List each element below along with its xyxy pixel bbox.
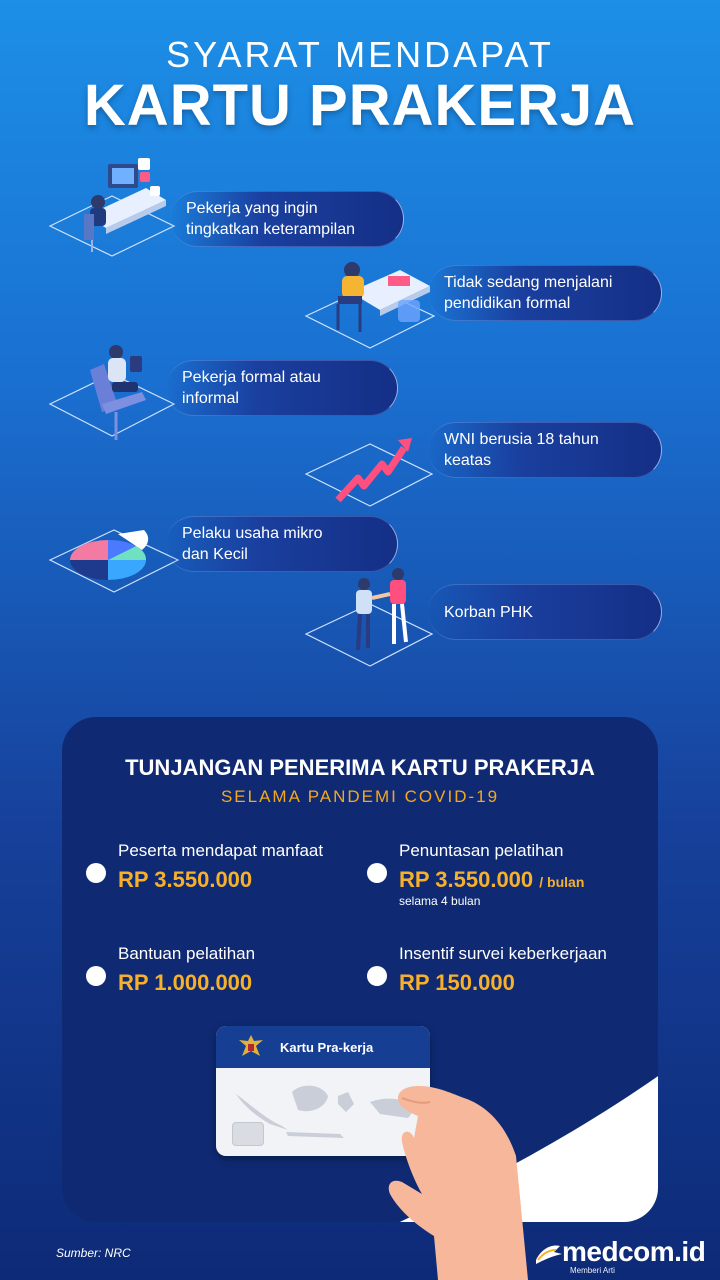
benefits-title: TUNJANGAN PENERIMA KARTU PRAKERJA	[125, 755, 595, 780]
benefits-subtitle: SELAMA PANDEMI COVID-19	[220, 787, 500, 806]
medcom-logo-icon	[534, 1242, 562, 1264]
source-note: Sumber: NRC	[56, 1246, 131, 1260]
bullet-dot	[86, 966, 106, 986]
requirement-item: Korban PHK	[428, 584, 662, 640]
bullet-dot	[367, 966, 387, 986]
infographic-page: SYARAT MENDAPAT KARTU PRAKERJA Pekerja yang ingin tingkatkan keterampilan Tidak sedang menjalani pendidikan formal Pekerja formal atau informal WNI berusia 18 tahun keatas Pelaku usaha mikro dan Kecil Korban PHK TUNJANGAN PENERIMA KARTU PRAKERJA SELAMA PANDEMI COVID-19 Peserta mendapat manfaat RP 3.550.000 Penuntasan pelatihan RP 3.550.000 / bulan selama 4 bulan Bantuan pelatihan RP 1.000.000 Insentif survei keberkerjaan RP 150.000 Kartu Pra-kerja Sumber: NRC medcom.id Memberi Arti	[0, 0, 720, 1280]
growth-arrow-illustration	[302, 428, 436, 524]
requirement-item: Pekerja formal atau informal	[166, 360, 398, 416]
requirement-item: Tidak sedang menjalani pendidikan formal	[428, 265, 662, 321]
card-chip	[232, 1122, 264, 1146]
benefit-item: Peserta mendapat manfaat RP 3.550.000	[118, 841, 323, 893]
student-desk-illustration	[302, 252, 438, 356]
card-title: Kartu Pra-kerja	[280, 1040, 374, 1055]
requirement-item: Pekerja yang ingin tingkatkan keterampilan	[170, 191, 404, 247]
logo-tagline: Memberi Arti	[570, 1266, 615, 1275]
garuda-emblem-icon	[236, 1032, 266, 1062]
page-title-top: SYARAT MENDAPAT	[166, 34, 554, 75]
benefit-item: Insentif survei keberkerjaan RP 150.000	[399, 944, 607, 996]
hand-icon	[378, 1086, 528, 1280]
requirement-item: Pelaku usaha mikro dan Kecil	[166, 516, 398, 572]
bullet-dot	[86, 863, 106, 883]
page-title-main: KARTU PRAKERJA	[83, 73, 637, 138]
workstation-illustration	[46, 156, 178, 268]
chair-person-illustration	[46, 342, 178, 446]
bullet-dot	[367, 863, 387, 883]
handshake-illustration	[302, 562, 436, 672]
benefit-item: Penuntasan pelatihan RP 3.550.000 / bulan selama 4 bulan	[399, 841, 584, 908]
requirement-item: WNI berusia 18 tahun keatas	[428, 422, 662, 478]
pie-chart-illustration	[46, 520, 182, 610]
benefit-item: Bantuan pelatihan RP 1.000.000	[118, 944, 255, 996]
